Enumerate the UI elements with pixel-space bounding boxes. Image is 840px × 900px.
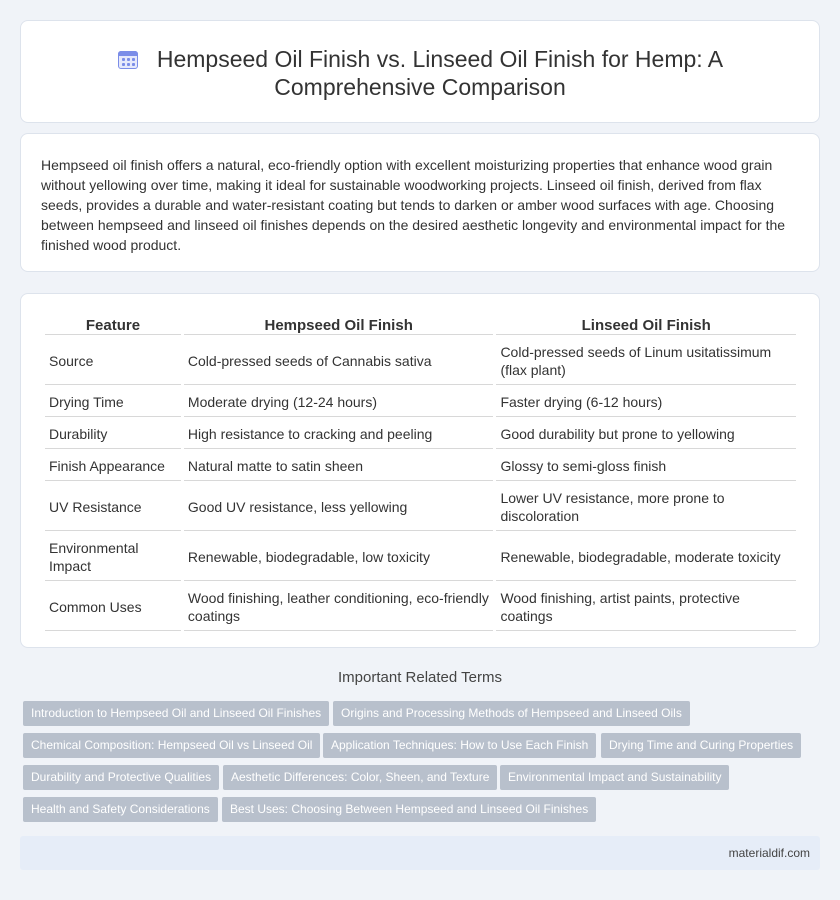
related-term-link[interactable]: Origins and Processing Methods of Hempseed and Linseed Oils [333,701,690,726]
related-term-link[interactable]: Best Uses: Choosing Between Hempseed and Linseed Oil Finishes [222,797,596,822]
table-cell: Cold-pressed seeds of Cannabis sativa [184,337,494,385]
related-term-link[interactable]: Drying Time and Curing Properties [601,733,801,758]
table-cell: Cold-pressed seeds of Linum usitatissimum (flax plant) [496,337,796,385]
related-term-link[interactable]: Environmental Impact and Sustainability [500,765,729,790]
table-cell: Glossy to semi-gloss finish [496,451,796,481]
table-cell: Moderate drying (12-24 hours) [184,387,494,417]
table-row [45,337,796,385]
title-card [20,20,820,123]
column-header-linseed: Linseed Oil Finish [496,317,796,335]
table-cell: Renewable, biodegradable, moderate toxicity [496,533,796,581]
table-cell: Lower UV resistance, more prone to discoloration [496,483,796,531]
footer-site-link[interactable]: materialdif.com [728,846,810,860]
table-cell: Common Uses [45,583,181,631]
table-cell: Wood finishing, leather conditioning, eco-friendly coatings [184,583,494,631]
comparison-table-card [20,293,820,648]
table-cell: Good durability but prone to yellowing [496,419,796,449]
related-term-link[interactable]: Introduction to Hempseed Oil and Linseed Oil Finishes [23,701,329,726]
table-cell: Wood finishing, artist paints, protective coatings [496,583,796,631]
table-cell: Durability [45,419,181,449]
page-title [21,45,819,101]
table-row [45,419,796,449]
summary-text: Hempseed oil finish offers a natural, eco-friendly option with excellent moisturizing properties that enhance wood grain without yellowing over time, making it ideal for sustainable woodworking projects. Linseed oil finish, derived from flax seeds, provides a durable and water-resistant coating but tends to darken or amber wood surfaces with age. Choosing between hempseed and linseed oil finishes depends on the desired aesthetic longevity and environmental impact for the finished wood product. [41,157,786,253]
table-cell: Faster drying (6-12 hours) [496,387,796,417]
table-row [45,533,796,581]
table-cell: Natural matte to satin sheen [184,451,494,481]
page-title-line-2: Comprehensive Comparison [274,74,566,100]
column-header-feature: Feature [45,317,181,335]
table-cell: High resistance to cracking and peeling [184,419,494,449]
related-term-link[interactable]: Chemical Composition: Hempseed Oil vs Linseed Oil [23,733,320,758]
column-header-hempseed: Hempseed Oil Finish [184,317,494,335]
related-term-link[interactable]: Durability and Protective Qualities [23,765,219,790]
calendar-icon [117,48,139,70]
comparison-table [42,315,799,633]
related-term-link[interactable]: Aesthetic Differences: Color, Sheen, and Texture [223,765,497,790]
table-header-row [45,317,796,335]
related-terms-heading: Important Related Terms [338,669,502,686]
table-cell: Good UV resistance, less yellowing [184,483,494,531]
table-cell: Source [45,337,181,385]
table-cell: Renewable, biodegradable, low toxicity [184,533,494,581]
table-row [45,483,796,531]
related-term-link[interactable]: Application Techniques: How to Use Each Finish [323,733,596,758]
related-term-link[interactable]: Health and Safety Considerations [23,797,218,822]
table-cell: Environmental Impact [45,533,181,581]
table-cell: UV Resistance [45,483,181,531]
page-title-line-1: Hempseed Oil Finish vs. Linseed Oil Finish for Hemp: A [156,46,724,72]
table-row [45,451,796,481]
table-cell: Finish Appearance [45,451,181,481]
summary-card [20,133,820,272]
footer [20,836,820,870]
table-cell: Drying Time [45,387,181,417]
table-row [45,387,796,417]
table-row [45,583,796,631]
